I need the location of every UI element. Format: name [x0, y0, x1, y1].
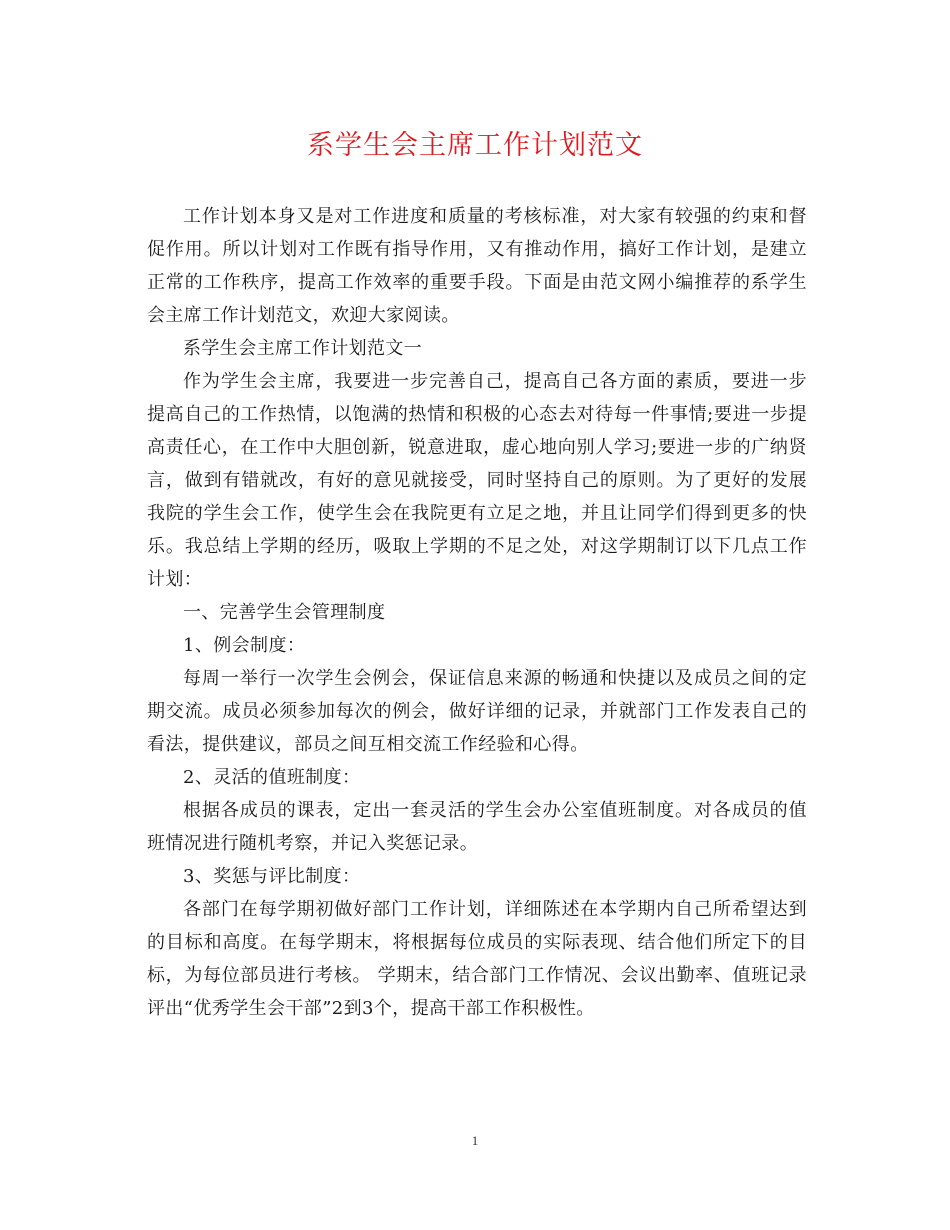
- page-number: 1: [471, 1133, 479, 1148]
- document-title: 系学生会主席工作计划范文: [307, 130, 643, 161]
- subsection-heading: 3、奖惩与评比制度：: [183, 866, 361, 887]
- body-paragraph: 每周一举行一次学生会例会，保证信息来源的畅通和快捷以及成员之间的定期交流。成员必须参加每次的例会，做好详细的记录，并就部门工作发表自己的看法，提供建议，部员之间互相交流工作经验和心得。: [147, 668, 807, 755]
- body-paragraph: 作为学生会主席，我要进一步完善自己，提高自己各方面的素质，要进一步提高自己的工作热情，以饱满的热情和积极的心态去对待每一件事情;要进一步提高责任心，在工作中大胆创新，锐意进取，虚心地向别人学习;要进一步的广纳贤言，做到有错就改，有好的意见就接受，同时坚持自己的原则。为了更好的发展我院的学生会工作，使学生会在我院更有立足之地，并且让同学们得到更多的快乐。我总结上学期的经历，吸取上学期的不足之处，对这学期制订以下几点工作计划：: [147, 371, 807, 590]
- body-paragraph: 根据各成员的课表，定出一套灵活的学生会办公室值班制度。对各成员的值班情况进行随机考察，并记入奖惩记录。: [147, 800, 807, 854]
- subsection-heading: 1、例会制度：: [183, 635, 306, 656]
- document-body: [147, 200, 807, 1025]
- intro-paragraph: 工作计划本身又是对工作进度和质量的考核标准，对大家有较强的约束和督促作用。所以计划对工作既有指导作用，又有推动作用，搞好工作计划，是建立正常的工作秩序，提高工作效率的重要手段。下面是由范文网小编推荐的系学生会主席工作计划范文，欢迎大家阅读。: [147, 206, 807, 326]
- subsection-heading: 2、灵活的值班制度：: [183, 767, 361, 788]
- section-heading: 一、完善学生会管理制度: [183, 602, 386, 623]
- section-heading: 系学生会主席工作计划范文一: [183, 338, 423, 359]
- body-paragraph: 各部门在每学期初做好部门工作计划，详细陈述在本学期内自己所希望达到的目标和高度。在每学期末，将根据每位成员的实际表现、结合他们所定下的目标，为每位部员进行考核。 学期末，结合部门工作情况、会议出勤率、值班记录评出“优秀学生会干部”2到3个，提高干部工作积极性。: [147, 899, 807, 1019]
